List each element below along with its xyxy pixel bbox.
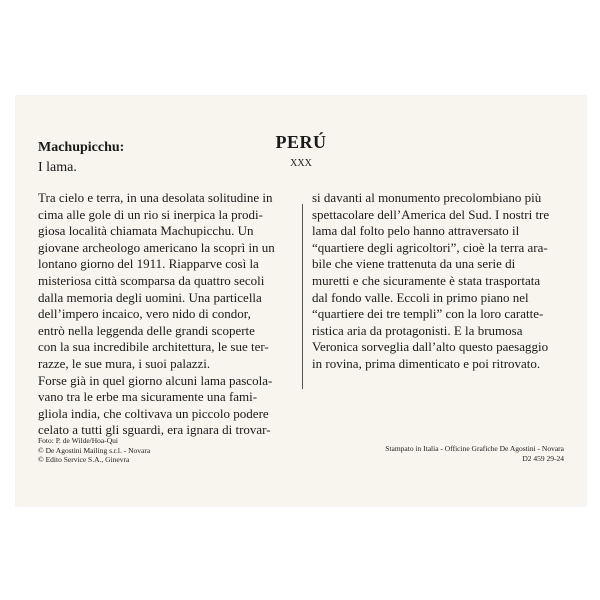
printer-credit: Stampato in Italia - Officine Grafiche De Agostini - Novara [385, 444, 564, 453]
text-line: dalla memoria degli uomini. Una particella [38, 289, 262, 305]
text-line: Veronica sorveglia dall’alto questo paesaggio [312, 339, 549, 355]
text-line: cima alle gole di un rio si inerpica la prodi- [38, 206, 263, 222]
card-serial: D2 459 29-24 [522, 453, 564, 463]
text-line: razze, le sue mura, i suoi palazzi. [38, 355, 211, 371]
text-line: vano tra le erbe ma sicuramente una fami- [38, 389, 258, 405]
text-line: giovane archeologo americano la scoprì in un [38, 239, 275, 255]
text-line: in rovina, prima dimenticato e poi ritrovato. [312, 355, 541, 371]
text-line: misteriosa città scomparsa da quattro secoli [38, 272, 265, 288]
text-line: ristica aria da protagonisti. E la brumosa [312, 322, 523, 338]
text-line: giosa località chiamata Machupicchu. Un [38, 223, 254, 239]
card-code: XXX [290, 158, 312, 169]
country-title: PERÚ [275, 132, 327, 152]
text-line: muretti e che sicuramente è stata trasportata [312, 272, 541, 288]
text-line: entrò nella leggenda delle grandi scoperte [38, 322, 255, 338]
credits-footer [38, 436, 150, 465]
text-line: dal fondo valle. Eccoli in primo piano nel [312, 289, 529, 305]
text-line: Forse già in quel giorno alcuni lama pascola- [38, 372, 273, 388]
text-line: con la sua incredibile architettura, le sue ter- [38, 339, 269, 355]
text-line: lontano giorno del 1911. Riapparve così la [38, 256, 259, 272]
text-column-left [38, 190, 292, 439]
text-line: celato a tutti gli sguardi, era ignara di trovar- [38, 422, 271, 438]
copyright-line: © De Agostini Mailing s.r.l. - Novara [38, 445, 151, 455]
text-line: “quartiere degli agricoltori”, cioè la terra ara- [312, 239, 548, 255]
text-line: spettacolare dell’America del Sud. I nostri tre [312, 206, 550, 222]
text-line: lama dal folto pelo hanno attraversato il [312, 223, 520, 239]
text-column-right [312, 190, 566, 373]
text-line: gliola india, che coltivava un piccolo podere [38, 405, 269, 421]
postcard-back [16, 96, 586, 506]
text-line: dell’impero incaico, vero nido di condor, [38, 306, 251, 322]
printer-footer [385, 444, 564, 463]
text-line: “quartiere dei tre templi” con la loro caratte- [312, 306, 544, 322]
location-heading: Machupicchu: [38, 140, 125, 155]
subject-subheading: I lama. [38, 160, 77, 175]
photo-credit: Foto: P. de Wilde/Hoa-Qui [38, 436, 118, 445]
column-divider [302, 204, 303, 389]
copyright-line: © Edito Service S.A., Ginevra [38, 455, 130, 464]
text-line: bile che viene trattenuta da una serie di [312, 256, 516, 272]
text-line: si davanti al monumento precolombiano più [312, 190, 542, 205]
text-line: Tra cielo e terra, in una desolata solitudine in [38, 190, 273, 205]
